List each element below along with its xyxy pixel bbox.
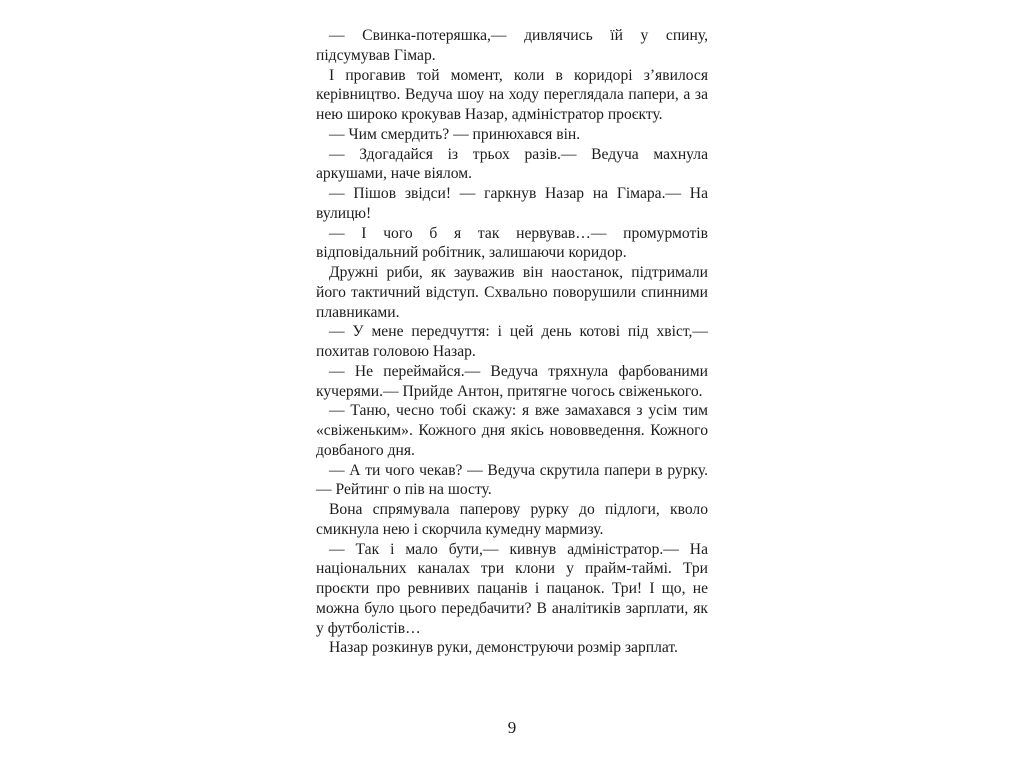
paragraph: — А ти чого чекав? — Ведуча скрутила папери в рурку.— Рейтинг о пів на шосту.: [316, 461, 708, 499]
paragraph: — Так і мало бути,— кивнув адміністратор.— На національних каналах три клони у прайм-таймі. Три проєкти про ревнивих пацанів і пацанок. Три! І що, не можна було цього передбачити? В аналітиків зарплати, як у футболістів…: [316, 540, 708, 637]
paragraph: — Свинка-потеряшка,— дивлячись їй у спину, підсумував Гімар.: [316, 27, 708, 64]
paragraph: І прогавив той момент, коли в коридорі з’явилося керівництво. Ведуча шоу на ходу переглядала папери, а за нею широко крокував Назар, адміністратор проєкту.: [316, 66, 708, 123]
paragraph: — Пішов звідси! — гаркнув Назар на Гімара.— На вулицю!: [316, 185, 708, 222]
paragraph: — Чим смердить? — принюхався він.: [329, 125, 581, 143]
body-text: [316, 26, 708, 658]
paragraph: — Здогадайся із трьох разів.— Ведуча махнула аркушами, наче віялом.: [316, 145, 708, 183]
paragraph: — І чого б я так нервував…— промурмотів відповідальний робітник, залишаючи коридор.: [316, 224, 708, 262]
paragraph: — Не переймайся.— Ведуча тряхнула фарбованими кучерями.— Прийде Антон, притягне чогось свіженького.: [316, 362, 708, 400]
paragraph: — Таню, чесно тобі скажу: я вже замахався з усім тим «свіженьким». Кожного дня якісь нововведення. Кожного довбаного дня.: [316, 402, 708, 459]
paragraph: Дружні риби, як зауважив він наостанок, підтримали його тактичний відступ. Схвально поворушили спинними плавниками.: [316, 264, 708, 321]
paragraph: Вона спрямувала паперову рурку до підлоги, кволо смикнула нею і скорчила кумедну мармизу.: [316, 501, 708, 538]
paragraph: Назар розкинув руки, демонструючи розмір зарплат.: [329, 639, 678, 657]
page-number: 9: [507, 718, 517, 737]
paragraph: — У мене передчуття: і цей день котові під хвіст,— похитав головою Назар.: [316, 323, 708, 360]
